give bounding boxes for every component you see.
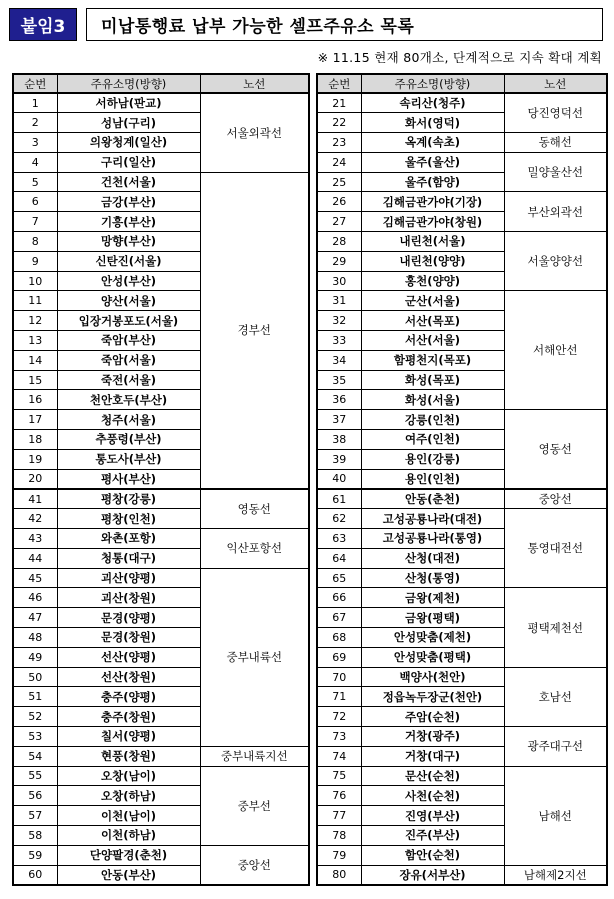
station-number: 29 — [317, 251, 361, 271]
route-name: 통영대전선 — [504, 509, 607, 588]
table-row — [317, 865, 607, 885]
station-number: 61 — [317, 489, 361, 509]
route-name: 중부내륙지선 — [200, 746, 309, 766]
table-row — [317, 93, 607, 113]
station-number: 15 — [13, 370, 57, 390]
station-number: 58 — [13, 825, 57, 845]
station-number: 72 — [317, 707, 361, 727]
station-name: 청주(서울) — [57, 410, 200, 430]
table-row — [317, 232, 607, 252]
station-name: 고성공룡나라(통영) — [361, 529, 504, 549]
table-row — [317, 410, 607, 430]
column-header-route: 노선 — [200, 74, 309, 93]
station-number: 21 — [317, 93, 361, 113]
table-row — [13, 746, 309, 766]
station-number: 25 — [317, 172, 361, 192]
station-name: 죽전(서울) — [57, 370, 200, 390]
station-number: 1 — [13, 93, 57, 113]
gas-station-table-left — [12, 73, 310, 886]
status-note: ※ 11.15 현재 80개소, 단계적으로 지속 확대 계획 — [317, 50, 602, 65]
route-name: 서울외곽선 — [200, 93, 309, 172]
station-name: 안동(춘천) — [361, 489, 504, 509]
station-name: 금강(부산) — [57, 192, 200, 212]
station-number: 31 — [317, 291, 361, 311]
station-number: 73 — [317, 727, 361, 747]
station-name: 안성맞춤(평택) — [361, 647, 504, 667]
station-name: 속리산(청주) — [361, 93, 504, 113]
station-number: 35 — [317, 370, 361, 390]
station-name: 주암(순천) — [361, 707, 504, 727]
table-row — [317, 133, 607, 153]
station-name: 옥계(속초) — [361, 133, 504, 153]
station-number: 14 — [13, 350, 57, 370]
table-row — [317, 766, 607, 786]
table-row — [317, 509, 607, 529]
station-number: 70 — [317, 667, 361, 687]
station-name: 문산(순천) — [361, 766, 504, 786]
station-number: 19 — [13, 449, 57, 469]
station-name: 안동(부산) — [57, 865, 200, 885]
station-number: 41 — [13, 489, 57, 509]
station-name: 내린천(양양) — [361, 251, 504, 271]
station-number: 11 — [13, 291, 57, 311]
station-number: 45 — [13, 568, 57, 588]
station-number: 13 — [13, 331, 57, 351]
station-number: 5 — [13, 172, 57, 192]
station-number: 28 — [317, 232, 361, 252]
station-number: 12 — [13, 311, 57, 331]
station-name: 의왕청계(일산) — [57, 133, 200, 153]
station-number: 6 — [13, 192, 57, 212]
station-number: 9 — [13, 251, 57, 271]
route-name: 익산포항선 — [200, 529, 309, 569]
station-name: 화성(목포) — [361, 370, 504, 390]
station-number: 55 — [13, 766, 57, 786]
station-name: 내린천(서울) — [361, 232, 504, 252]
station-name: 선산(창원) — [57, 667, 200, 687]
station-name: 용인(인천) — [361, 469, 504, 489]
station-name: 괴산(창원) — [57, 588, 200, 608]
table-row — [13, 172, 309, 192]
station-name: 고성공룡나라(대전) — [361, 509, 504, 529]
route-name: 중부선 — [200, 766, 309, 845]
station-name: 군산(서울) — [361, 291, 504, 311]
station-number: 67 — [317, 608, 361, 628]
station-name: 강릉(인천) — [361, 410, 504, 430]
station-name: 안성(부산) — [57, 271, 200, 291]
station-number: 77 — [317, 806, 361, 826]
station-name: 오창(하남) — [57, 786, 200, 806]
station-name: 안성맞춤(제천) — [361, 628, 504, 648]
station-name: 용인(강릉) — [361, 449, 504, 469]
column-header-route: 노선 — [504, 74, 607, 93]
station-number: 36 — [317, 390, 361, 410]
station-name: 죽암(부산) — [57, 331, 200, 351]
station-name: 서하남(판교) — [57, 93, 200, 113]
station-name: 현풍(창원) — [57, 746, 200, 766]
table-header-row — [13, 74, 309, 93]
table-header-row — [317, 74, 607, 93]
station-number: 52 — [13, 707, 57, 727]
station-name: 함평천지(목포) — [361, 350, 504, 370]
route-name: 동해선 — [504, 133, 607, 153]
station-number: 43 — [13, 529, 57, 549]
station-name: 서산(목포) — [361, 311, 504, 331]
station-name: 와촌(포항) — [57, 529, 200, 549]
header — [9, 8, 603, 41]
station-number: 68 — [317, 628, 361, 648]
station-name: 선산(양평) — [57, 647, 200, 667]
table-row — [13, 93, 309, 113]
station-number: 2 — [13, 113, 57, 133]
route-name: 영동선 — [504, 410, 607, 489]
station-number: 53 — [13, 727, 57, 747]
route-name: 중앙선 — [200, 845, 309, 885]
station-name: 이천(하남) — [57, 825, 200, 845]
station-name: 백양사(천안) — [361, 667, 504, 687]
station-number: 37 — [317, 410, 361, 430]
table-row — [13, 529, 309, 549]
station-name: 기흥(부산) — [57, 212, 200, 232]
station-name: 정읍녹두장군(천안) — [361, 687, 504, 707]
route-name: 밀양울산선 — [504, 152, 607, 192]
station-number: 20 — [13, 469, 57, 489]
station-name: 서산(서울) — [361, 331, 504, 351]
station-name: 천안호두(부산) — [57, 390, 200, 410]
station-number: 75 — [317, 766, 361, 786]
station-name: 김해금관가야(창원) — [361, 212, 504, 232]
route-name: 호남선 — [504, 667, 607, 726]
station-number: 26 — [317, 192, 361, 212]
station-number: 74 — [317, 746, 361, 766]
station-number: 57 — [13, 806, 57, 826]
station-number: 60 — [13, 865, 57, 885]
station-number: 4 — [13, 152, 57, 172]
station-name: 구리(일산) — [57, 152, 200, 172]
station-number: 17 — [13, 410, 57, 430]
station-name: 청통(대구) — [57, 548, 200, 568]
station-number: 71 — [317, 687, 361, 707]
route-name: 광주대구선 — [504, 727, 607, 767]
station-name: 입장거봉포도(서울) — [57, 311, 200, 331]
station-number: 40 — [317, 469, 361, 489]
station-name: 평사(부산) — [57, 469, 200, 489]
station-name: 이천(남이) — [57, 806, 200, 826]
station-number: 10 — [13, 271, 57, 291]
station-number: 7 — [13, 212, 57, 232]
route-name: 평택제천선 — [504, 588, 607, 667]
route-name: 남해제2지선 — [504, 865, 607, 885]
station-name: 평창(강릉) — [57, 489, 200, 509]
station-name: 홍천(양양) — [361, 271, 504, 291]
station-number: 80 — [317, 865, 361, 885]
station-number: 39 — [317, 449, 361, 469]
table-row — [13, 568, 309, 588]
route-name: 부산외곽선 — [504, 192, 607, 232]
station-name: 양산(서울) — [57, 291, 200, 311]
station-number: 62 — [317, 509, 361, 529]
station-name: 산청(대전) — [361, 548, 504, 568]
station-name: 충주(창원) — [57, 707, 200, 727]
station-name: 문경(창원) — [57, 628, 200, 648]
station-number: 56 — [13, 786, 57, 806]
station-number: 22 — [317, 113, 361, 133]
station-name: 김해금관가야(기장) — [361, 192, 504, 212]
table-row — [317, 192, 607, 212]
page-title: 미납통행료 납부 가능한 셀프주유소 목록 — [86, 8, 603, 41]
station-number: 44 — [13, 548, 57, 568]
station-name: 여주(인천) — [361, 430, 504, 450]
table-row — [13, 845, 309, 865]
route-name: 서해안선 — [504, 291, 607, 410]
station-name: 울주(울산) — [361, 152, 504, 172]
station-number: 48 — [13, 628, 57, 648]
station-number: 24 — [317, 152, 361, 172]
station-name: 오창(남이) — [57, 766, 200, 786]
station-number: 30 — [317, 271, 361, 291]
station-number: 42 — [13, 509, 57, 529]
station-number: 78 — [317, 825, 361, 845]
station-name: 충주(양평) — [57, 687, 200, 707]
route-name: 중앙선 — [504, 489, 607, 509]
station-name: 망향(부산) — [57, 232, 200, 252]
station-number: 8 — [13, 232, 57, 252]
station-number: 46 — [13, 588, 57, 608]
column-header-no: 순번 — [317, 74, 361, 93]
station-number: 50 — [13, 667, 57, 687]
column-header-name: 주유소명(방향) — [57, 74, 200, 93]
column-header-no: 순번 — [13, 74, 57, 93]
station-name: 금왕(평택) — [361, 608, 504, 628]
route-name: 중부내륙선 — [200, 568, 309, 746]
route-name: 영동선 — [200, 489, 309, 529]
station-name: 단양팔경(춘천) — [57, 845, 200, 865]
table-row — [13, 489, 309, 509]
station-number: 59 — [13, 845, 57, 865]
station-number: 18 — [13, 430, 57, 450]
table-row — [317, 291, 607, 311]
station-name: 건천(서울) — [57, 172, 200, 192]
station-name: 평창(인천) — [57, 509, 200, 529]
route-name: 경부선 — [200, 172, 309, 489]
station-number: 32 — [317, 311, 361, 331]
route-name: 서울양양선 — [504, 232, 607, 291]
column-header-name: 주유소명(방향) — [361, 74, 504, 93]
station-number: 16 — [13, 390, 57, 410]
route-name: 남해선 — [504, 766, 607, 865]
table-row — [317, 489, 607, 509]
station-name: 산청(통영) — [361, 568, 504, 588]
table-row — [13, 766, 309, 786]
gas-station-table-right — [316, 73, 608, 886]
station-number: 63 — [317, 529, 361, 549]
station-number: 38 — [317, 430, 361, 450]
station-name: 성남(구리) — [57, 113, 200, 133]
station-name: 추풍령(부산) — [57, 430, 200, 450]
station-number: 27 — [317, 212, 361, 232]
station-number: 64 — [317, 548, 361, 568]
station-number: 69 — [317, 647, 361, 667]
station-number: 23 — [317, 133, 361, 153]
station-name: 거창(대구) — [361, 746, 504, 766]
station-name: 신탄진(서울) — [57, 251, 200, 271]
station-name: 화성(서울) — [361, 390, 504, 410]
station-name: 통도사(부산) — [57, 449, 200, 469]
station-number: 79 — [317, 845, 361, 865]
attachment-badge: 붙임3 — [9, 8, 77, 41]
station-name: 금왕(제천) — [361, 588, 504, 608]
station-number: 65 — [317, 568, 361, 588]
table-row — [317, 152, 607, 172]
station-name: 사천(순천) — [361, 786, 504, 806]
station-number: 54 — [13, 746, 57, 766]
station-name: 죽암(서울) — [57, 350, 200, 370]
station-name: 함안(순천) — [361, 845, 504, 865]
station-number: 76 — [317, 786, 361, 806]
station-number: 33 — [317, 331, 361, 351]
station-number: 3 — [13, 133, 57, 153]
station-name: 거창(광주) — [361, 727, 504, 747]
station-name: 진영(부산) — [361, 806, 504, 826]
station-name: 칠서(양평) — [57, 727, 200, 747]
table-row — [317, 667, 607, 687]
station-number: 47 — [13, 608, 57, 628]
table-row — [317, 727, 607, 747]
station-name: 문경(양평) — [57, 608, 200, 628]
route-name: 당진영덕선 — [504, 93, 607, 133]
station-name: 울주(함양) — [361, 172, 504, 192]
station-number: 49 — [13, 647, 57, 667]
station-name: 장유(서부산) — [361, 865, 504, 885]
station-name: 괴산(양평) — [57, 568, 200, 588]
station-name: 진주(부산) — [361, 825, 504, 845]
station-number: 51 — [13, 687, 57, 707]
table-row — [317, 588, 607, 608]
station-name: 화서(영덕) — [361, 113, 504, 133]
station-number: 66 — [317, 588, 361, 608]
station-number: 34 — [317, 350, 361, 370]
